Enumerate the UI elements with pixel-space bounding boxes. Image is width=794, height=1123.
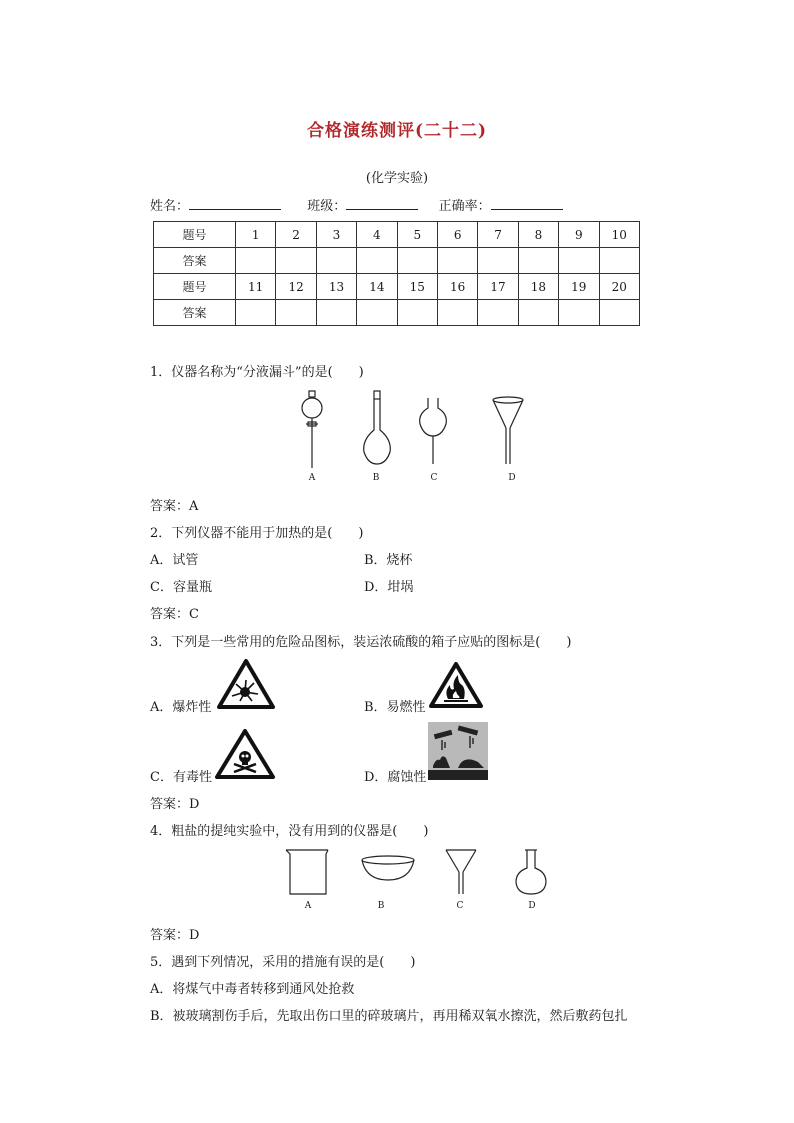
corrosive-hazard-icon xyxy=(428,722,488,780)
question-3-answer: 答案：D xyxy=(150,797,200,812)
student-info-row xyxy=(150,195,563,214)
answer-cell[interactable] xyxy=(437,300,477,326)
funnel-icon xyxy=(446,850,476,894)
class-label: 班级： xyxy=(307,199,347,214)
answer-cell[interactable] xyxy=(236,300,276,326)
name-blank[interactable] xyxy=(189,197,281,210)
question-4-stem: 4．粗盐的提纯实验中，没有用到的仪器是( ) xyxy=(150,824,429,839)
explosive-hazard-icon xyxy=(216,658,276,710)
answer-cell[interactable] xyxy=(559,248,599,274)
question-number-cell: 11 xyxy=(236,274,276,300)
table-row xyxy=(154,248,640,274)
question-number-cell: 8 xyxy=(518,222,558,248)
class-blank[interactable] xyxy=(346,197,418,210)
row-label-answer: 答案 xyxy=(154,248,236,274)
q1-label-d: D xyxy=(508,473,516,483)
q5-option-b: B．被玻璃割伤手后，先取出伤口里的碎玻璃片，再用稀双氧水擦洗，然后敷药包扎 xyxy=(150,1009,628,1024)
q3-option-c: C．有毒性 xyxy=(150,770,212,785)
row-label-answer: 答案 xyxy=(154,300,236,326)
question-number-cell: 10 xyxy=(599,222,639,248)
question-number-cell: 12 xyxy=(276,274,316,300)
q4-label-b: B xyxy=(377,901,385,911)
question-number-cell: 19 xyxy=(559,274,599,300)
q2-option-d: D．坩埚 xyxy=(364,580,414,595)
question-number-cell: 1 xyxy=(236,222,276,248)
answer-cell[interactable] xyxy=(357,248,397,274)
answer-cell[interactable] xyxy=(397,300,437,326)
question-number-cell: 17 xyxy=(478,274,518,300)
row-label-number: 题号 xyxy=(154,274,236,300)
toxic-hazard-icon xyxy=(214,728,276,780)
q3-option-a: A．爆炸性 xyxy=(150,700,212,715)
round-bottom-funnel-icon xyxy=(420,398,447,464)
question-2-answer: 答案：C xyxy=(150,607,199,622)
answer-cell[interactable] xyxy=(316,300,356,326)
question-2-stem: 2．下列仪器不能用于加热的是( ) xyxy=(150,526,364,541)
accuracy-label: 正确率： xyxy=(438,199,491,214)
q1-label-c: C xyxy=(430,473,438,483)
answer-cell[interactable] xyxy=(599,248,639,274)
question-number-cell: 15 xyxy=(397,274,437,300)
q5-option-a: A．将煤气中毒者转移到通风处抢救 xyxy=(150,982,355,997)
question-1-answer: 答案：A xyxy=(150,499,199,514)
page-title: 合格演练测评(二十二) xyxy=(306,121,488,141)
beaker-icon xyxy=(286,850,328,894)
evaporating-dish-icon xyxy=(362,856,414,880)
q1-apparatus-figure xyxy=(290,388,530,478)
answer-cell[interactable] xyxy=(518,300,558,326)
question-1-stem: 1．仪器名称为“分液漏斗”的是( ) xyxy=(150,365,364,380)
question-number-cell: 16 xyxy=(437,274,477,300)
answer-cell[interactable] xyxy=(478,248,518,274)
answer-cell[interactable] xyxy=(559,300,599,326)
q2-option-a: A．试管 xyxy=(150,553,199,568)
question-number-cell: 5 xyxy=(397,222,437,248)
separatory-funnel-icon xyxy=(302,391,322,468)
question-5-stem: 5．遇到下列情况，采用的措施有误的是( ) xyxy=(150,955,416,970)
table-row xyxy=(154,274,640,300)
question-number-cell: 6 xyxy=(437,222,477,248)
answer-cell[interactable] xyxy=(518,248,558,274)
name-label: 姓名： xyxy=(150,199,190,214)
answer-cell[interactable] xyxy=(599,300,639,326)
answer-cell[interactable] xyxy=(316,248,356,274)
question-number-cell: 20 xyxy=(599,274,639,300)
row-label-number: 题号 xyxy=(154,222,236,248)
flammable-hazard-icon xyxy=(428,661,484,709)
answer-table xyxy=(153,221,640,326)
question-number-cell: 3 xyxy=(316,222,356,248)
question-number-cell: 2 xyxy=(276,222,316,248)
answer-cell[interactable] xyxy=(397,248,437,274)
answer-cell[interactable] xyxy=(478,300,518,326)
q3-option-b: B．易燃性 xyxy=(364,700,426,715)
question-number-cell: 9 xyxy=(559,222,599,248)
question-number-cell: 13 xyxy=(316,274,356,300)
q4-label-c: C xyxy=(456,901,464,911)
funnel-icon xyxy=(493,397,523,464)
answer-cell[interactable] xyxy=(236,248,276,274)
q4-label-a: A xyxy=(304,901,312,911)
question-number-cell: 7 xyxy=(478,222,518,248)
answer-cell[interactable] xyxy=(357,300,397,326)
volumetric-flask-icon xyxy=(364,391,391,464)
question-3-stem: 3．下列是一些常用的危险品图标，装运浓硫酸的箱子应贴的图标是( ) xyxy=(150,635,572,650)
q1-label-b: B xyxy=(372,473,380,483)
question-4-answer: 答案：D xyxy=(150,928,200,943)
question-number-cell: 4 xyxy=(357,222,397,248)
q2-option-c: C．容量瓶 xyxy=(150,580,212,595)
q4-apparatus-figure xyxy=(282,846,558,902)
answer-cell[interactable] xyxy=(276,248,316,274)
round-bottom-flask-icon xyxy=(516,850,546,894)
q1-label-a: A xyxy=(308,473,316,483)
table-row xyxy=(154,300,640,326)
question-number-cell: 14 xyxy=(357,274,397,300)
answer-cell[interactable] xyxy=(276,300,316,326)
table-row xyxy=(154,222,640,248)
page-subtitle: (化学实验) xyxy=(365,171,429,186)
accuracy-blank[interactable] xyxy=(491,197,563,210)
q2-option-b: B．烧杯 xyxy=(364,553,413,568)
q4-label-d: D xyxy=(528,901,536,911)
answer-cell[interactable] xyxy=(437,248,477,274)
q3-option-d: D．腐蚀性 xyxy=(364,770,427,785)
question-number-cell: 18 xyxy=(518,274,558,300)
